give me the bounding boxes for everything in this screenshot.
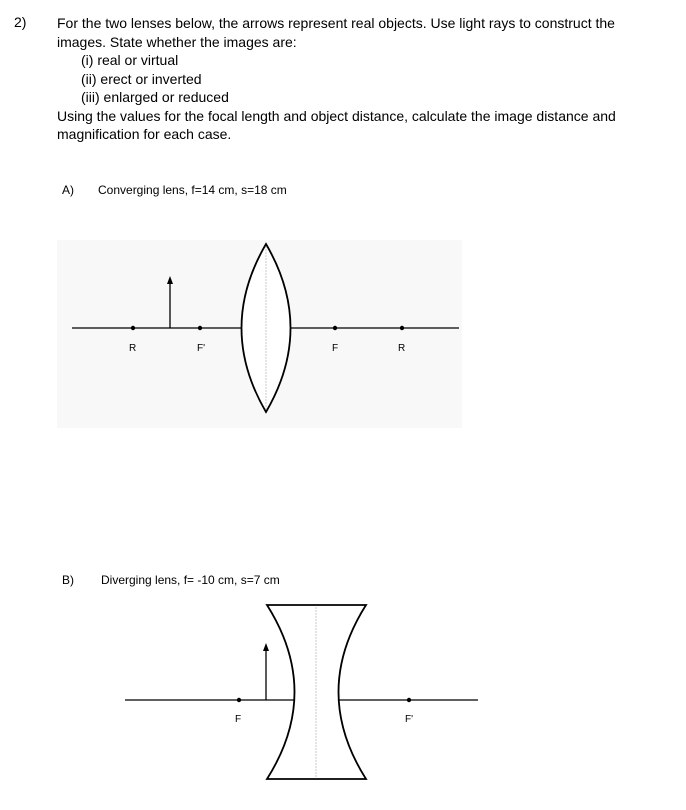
case-b-label: B) [62, 573, 74, 587]
object-arrowhead [263, 643, 269, 651]
label-r-right: R [398, 343, 406, 354]
diverging-lens-diagram [120, 598, 485, 788]
question-text [57, 14, 616, 144]
label-f: F [235, 714, 242, 725]
point-f-prime [407, 698, 411, 702]
point-r-left [131, 326, 135, 330]
item-real-virtual: (i) real or virtual [81, 52, 179, 68]
point-r-right [400, 326, 404, 330]
label-f-prime: F' [405, 714, 414, 725]
converging-lens-diagram [57, 232, 467, 432]
item-erect-inverted: (ii) erect or inverted [81, 70, 202, 87]
point-f [237, 698, 241, 702]
label-f: F [332, 343, 339, 354]
intro-line-2: images. State whether the images are: [57, 33, 297, 50]
intro-line-1: For the two lenses below, the arrows represent real objects. Use light rays to construct the [57, 15, 615, 31]
question-number: 2) [14, 14, 27, 30]
instruction-line-1: Using the values for the focal length and object distance, calculate the image distance and [57, 107, 616, 124]
diverging-lens [267, 605, 366, 779]
case-b-description: Diverging lens, f= -10 cm, s=7 cm [101, 573, 280, 587]
case-a-label: A) [62, 183, 74, 197]
label-r-left: R [129, 343, 137, 354]
item-enlarged-reduced: (iii) enlarged or reduced [81, 89, 229, 105]
instruction-line-2: magnification for each case. [57, 126, 232, 142]
point-f-prime [198, 326, 202, 330]
case-a-description: Converging lens, f=14 cm, s=18 cm [98, 183, 287, 197]
label-f-prime: F' [197, 343, 206, 354]
point-f [333, 326, 337, 330]
